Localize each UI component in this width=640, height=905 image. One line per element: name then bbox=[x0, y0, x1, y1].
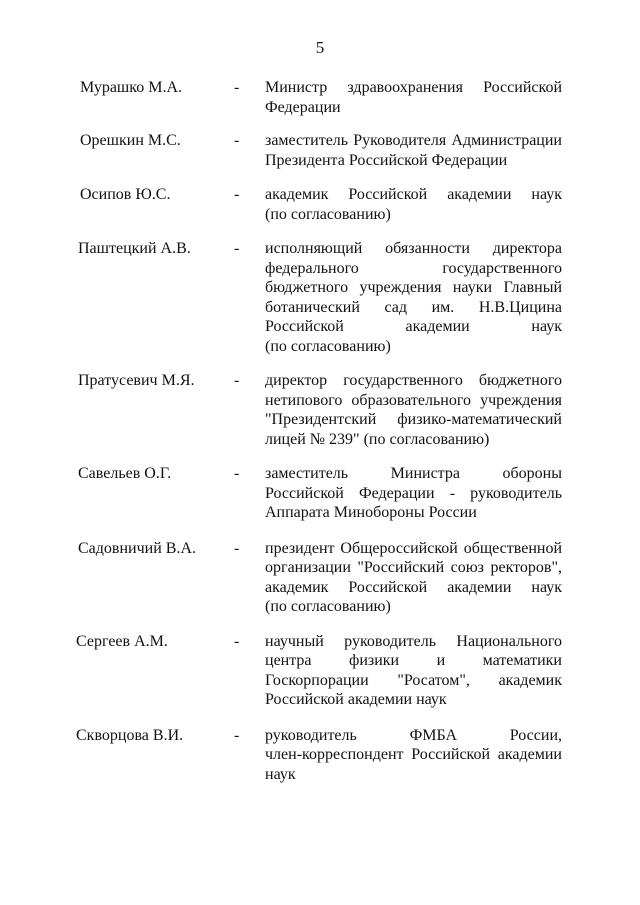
position-line: организации "Российский союз ректоров", bbox=[265, 559, 562, 576]
member-list bbox=[0, 78, 640, 800]
member-name: Орешкин М.С. bbox=[80, 132, 181, 149]
position-line: центра физики и математики bbox=[265, 652, 562, 669]
position-line: Федерации bbox=[265, 98, 341, 116]
position-line: заместитель Руководителя Администрации bbox=[265, 132, 562, 149]
position-line: Президента Российской Федерации bbox=[265, 151, 508, 169]
page-number: 5 bbox=[315, 38, 325, 57]
separator-dash: - bbox=[234, 726, 240, 744]
member-position bbox=[265, 632, 562, 710]
position-line: академик Российской академии наук bbox=[265, 578, 562, 596]
position-line: бюджетного учреждения науки Главный bbox=[265, 279, 562, 296]
list-item bbox=[0, 539, 640, 617]
position-line: президент Общероссийской общественной bbox=[265, 539, 562, 557]
separator-dash: - bbox=[234, 132, 240, 149]
position-line: (по согласованию) bbox=[265, 337, 391, 355]
position-line: Российской академии наук bbox=[265, 691, 447, 708]
member-name: Пратусевич М.Я. bbox=[78, 372, 195, 389]
list-item bbox=[0, 632, 640, 710]
position-line: директор государственного бюджетного bbox=[265, 372, 562, 389]
list-item bbox=[0, 185, 640, 224]
position-line: Госкорпорации "Росатом", академик bbox=[265, 671, 562, 689]
separator-dash: - bbox=[234, 372, 240, 389]
position-line: исполняющий обязанности директора bbox=[265, 240, 562, 257]
member-name: Сергеев А.М. bbox=[76, 632, 168, 650]
position-line: академик Российской академии наук bbox=[265, 186, 562, 203]
member-position bbox=[265, 464, 562, 523]
member-name: Мурашко М.А. bbox=[80, 79, 182, 96]
position-line: Министр здравоохранения Российской bbox=[265, 79, 562, 96]
position-line: Российской академии наук bbox=[265, 318, 562, 335]
separator-dash: - bbox=[234, 240, 240, 257]
member-name: Савельев О.Г. bbox=[78, 465, 172, 482]
separator-dash: - bbox=[234, 79, 240, 96]
separator-dash: - bbox=[234, 186, 240, 203]
member-position bbox=[265, 131, 562, 170]
position-line: нетипового образовательного учреждения bbox=[265, 391, 562, 409]
member-name: Скворцова В.И. bbox=[76, 726, 184, 744]
separator-dash: - bbox=[234, 465, 240, 482]
list-item bbox=[0, 78, 640, 117]
position-line: лицей № 239" (по согласованию) bbox=[265, 430, 490, 448]
member-position bbox=[265, 78, 562, 117]
member-position bbox=[265, 371, 562, 449]
position-line: заместитель Министра обороны bbox=[265, 465, 562, 482]
list-item bbox=[0, 371, 640, 449]
member-name: Садовничий В.А. bbox=[78, 539, 196, 557]
member-position bbox=[265, 539, 562, 617]
position-line: Российской Федерации - руководитель bbox=[265, 484, 562, 502]
member-name: Паштецкий А.В. bbox=[78, 240, 191, 257]
position-line: Аппарата Минобороны России bbox=[265, 504, 477, 521]
list-item bbox=[0, 239, 640, 356]
position-line: руководитель ФМБА России, bbox=[265, 726, 562, 744]
member-name: Осипов Ю.С. bbox=[80, 186, 171, 203]
position-line: (по согласованию) bbox=[265, 598, 391, 615]
member-position bbox=[265, 239, 562, 356]
separator-dash: - bbox=[234, 539, 240, 557]
position-line: наук bbox=[265, 765, 296, 783]
position-line: "Президентский физико-математический bbox=[265, 411, 562, 428]
position-line: федерального государственного bbox=[265, 259, 562, 277]
position-line: научный руководитель Национального bbox=[265, 632, 562, 650]
position-line: член-корреспондент Российской академии bbox=[265, 746, 562, 763]
position-line: (по согласованию) bbox=[265, 205, 391, 223]
member-position bbox=[265, 185, 562, 224]
list-item bbox=[0, 131, 640, 170]
position-line: ботанический сад им. Н.В.Цицина bbox=[265, 298, 562, 316]
separator-dash: - bbox=[234, 632, 240, 650]
member-position bbox=[265, 726, 562, 785]
list-item bbox=[0, 726, 640, 785]
list-item bbox=[0, 464, 640, 523]
